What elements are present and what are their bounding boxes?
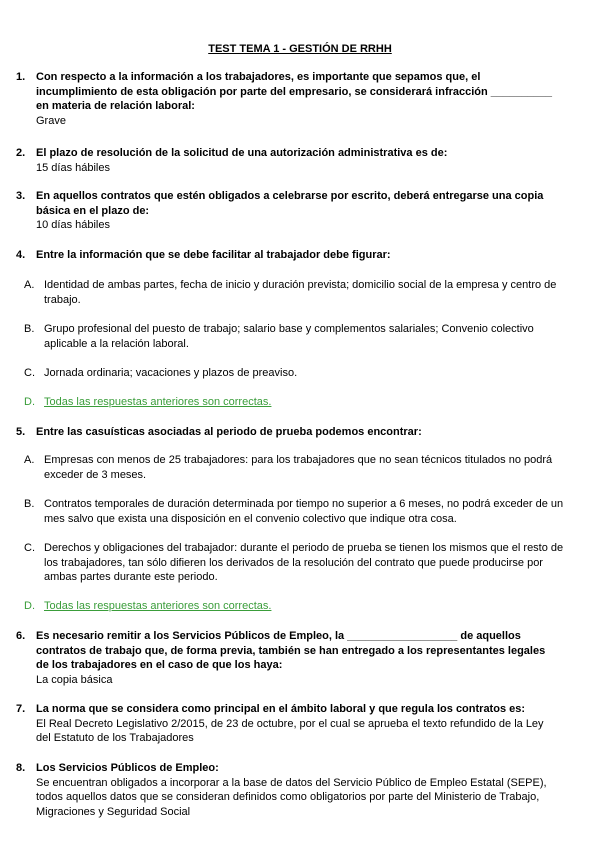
answer-text: Se encuentran obligados a incorporar a la base de datos del Servicio Público de Empleo Estatal (SEPE), todos aquellos datos que se consideran definidos como obligatorios por parte del Ministerio de Trabajo, Migraciones y Seguridad Social (36, 776, 547, 818)
question-8 (16, 761, 556, 819)
option-a (24, 453, 564, 482)
option-letter: C. (24, 542, 35, 554)
answer-text: 15 días hábiles (36, 161, 110, 174)
page-title: TEST TEMA 1 - GESTIÓN DE RRHH (208, 43, 392, 55)
question-5 (16, 425, 556, 440)
option-text: Identidad de ambas partes, fecha de inicio y duración prevista; domicilio social de la empresa y centro de trabajo. (44, 279, 557, 306)
option-text: Empresas con menos de 25 trabajadores: para los trabajadores que no sean técnicos titulados no podrá exceder de 3 meses. (44, 454, 553, 481)
option-letter: A. (24, 279, 35, 291)
question-number: 1. (16, 71, 26, 83)
question-number: 6. (16, 630, 26, 642)
answer-text: Grave (36, 114, 66, 127)
question-text: La norma que se considera como principal en el ámbito laboral y que regula los contratos es: (36, 703, 526, 715)
option-text: Todas las respuestas anteriores son correctas. (44, 396, 272, 408)
question-text: Los Servicios Públicos de Empleo: (36, 762, 219, 774)
option-letter: B. (24, 498, 35, 510)
option-d-correct (24, 599, 564, 614)
question-3 (16, 189, 556, 233)
option-c (24, 541, 564, 585)
option-b (24, 497, 564, 526)
option-text: Grupo profesional del puesto de trabajo; salario base y complementos salariales; Convenio colectivo aplicable a la relación laboral. (44, 323, 534, 350)
question-text: Entre la información que se debe facilitar al trabajador debe figurar: (36, 249, 391, 261)
answer-text: 10 días hábiles (36, 219, 110, 231)
question-6 (16, 629, 556, 687)
option-letter: B. (24, 323, 35, 335)
question-text: En aquellos contratos que estén obligados a celebrarse por escrito, deberá entregarse una copia básica en el plazo de: (36, 190, 544, 217)
question-7 (16, 702, 556, 746)
answer-text: La copia básica (36, 673, 113, 686)
option-d-correct (24, 395, 564, 410)
question-4 (16, 248, 556, 263)
option-c (24, 366, 564, 381)
answer-text: El Real Decreto Legislativo 2/2015, de 23 de octubre, por el cual se aprueba el texto refundido de la Ley del Estatuto de los Trabajadores (36, 717, 544, 744)
question-number: 2. (16, 147, 26, 159)
option-letter: D. (24, 396, 35, 408)
question-number: 7. (16, 703, 26, 715)
question-text: El plazo de resolución de la solicitud de una autorización administrativa es de: (36, 147, 448, 159)
question-number: 5. (16, 426, 26, 438)
option-text: Jornada ordinaria; vacaciones y plazos de preaviso. (44, 367, 298, 379)
option-b (24, 322, 564, 351)
question-text: Entre las casuísticas asociadas al periodo de prueba podemos encontrar: (36, 426, 422, 438)
question-number: 8. (16, 762, 26, 774)
option-text: Derechos y obligaciones del trabajador: durante el periodo de prueba se tienen los mismos que el resto de los trabajadores, tan sólo difieren los derivados de la resolución del contrato que puede producirse por ambas partes durante este periodo. (44, 542, 564, 583)
option-text: Todas las respuestas anteriores son correctas. (44, 600, 272, 612)
question-text: Con respecto a la información a los trabajadores, es importante que sepamos que, el incumplimiento de esta obligación por parte del empresario, se considerará infracción __________ en materia de relación laboral: (36, 71, 552, 112)
option-text: Contratos temporales de duración determinada por tiempo no superior a 6 meses, no podrá exceder de un mes salvo que exista una disposición en el convenio colectivo que indique otra cosa. (44, 498, 564, 525)
option-letter: D. (24, 600, 35, 612)
question-number: 4. (16, 249, 26, 261)
option-a (24, 278, 564, 307)
option-letter: A. (24, 454, 35, 466)
question-number: 3. (16, 190, 26, 202)
option-letter: C. (24, 367, 35, 379)
question-2 (16, 146, 556, 175)
question-1 (16, 70, 556, 128)
question-text: Es necesario remitir a los Servicios Públicos de Empleo, la __________________ de aquellos contratos de trabajo que, de forma previa, también se han entregado a los representantes legales de los trabajadores en el caso de que los haya: (36, 630, 546, 671)
